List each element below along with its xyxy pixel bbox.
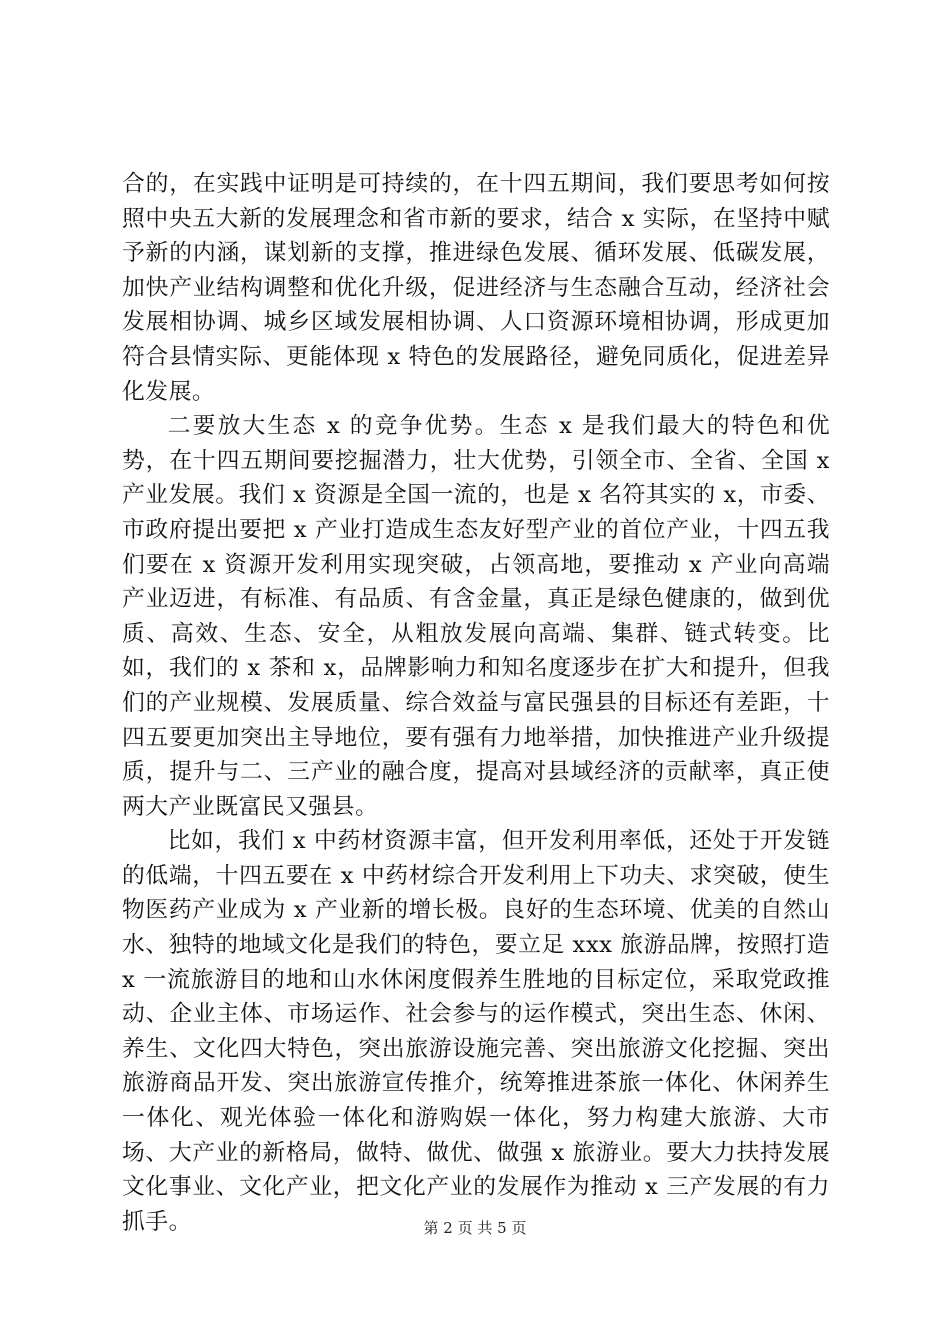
paragraph-continuation: 合的，在实践中证明是可持续的，在十四五期间，我们要思考如何按照中央五大新的发展理念和省市新的要求，结合 x 实际，在坚持中赋予新的内涵，谋划新的支撑，推进绿色发展、循环发展、低碳发展，加快产业结构调整和优化升级，促进经济与生态融合互动，经济社会发展相协调、城乡区域发展相协调、人口资源环境相协调，形成更加符合县情实际、更能体现 x 特色的发展路径，避免同质化，促进差异化发展。 [122,171,830,405]
page-number-footer: 第 2 页 共 5 页 [423,1219,527,1237]
document-body [122,167,830,1239]
paragraph-medicine-tourism: 比如，我们 x 中药材资源丰富，但开发利用率低，还处于开发链的低端，十四五要在 x 中药材综合开发利用上下功夫、求突破，使生物医药产业成为 x 产业新的增长极。良好的生态环境、优美的自然山水、独特的地域文化是我们的特色，要立足 xxx 旅游品牌，按照打造 x 一流旅游目的地和山水休闲度假养生胜地的目标定位，采取党政推动、企业主体、市场运作、社会参与的运作模式，突出生态、休闲、养生、文化四大特色，突出旅游设施完善、突出旅游文化挖掘、突出旅游商品开发、突出旅游宣传推介，统筹推进茶旅一体化、休闲养生一体化、观光体验一体化和游购娱一体化，努力构建大旅游、大市场、大产业的新格局，做特、做优、做强 x 旅游业。要大力扶持发展文化事业、文化产业，把文化产业的发展作为推动 x 三产发展的有力抓手。 [122,828,830,1235]
paragraph-ecology-advantage: 二要放大生态 x 的竞争优势。生态 x 是我们最大的特色和优势，在十四五期间要挖掘潜力，壮大优势，引领全市、全省、全国 x 产业发展。我们 x 资源是全国一流的，也是 x 名符其实的 x，市委、市政府提出要把 x 产业打造成生态友好型产业的首位产业，十四五我们要在 x 资源开发利用实现突破，占领高地，要推动 x 产业向高端产业迈进，有标准、有品质、有含金量，真正是绿色健康的，做到优质、高效、生态、安全，从粗放发展向高端、集群、链式转变。比如，我们的 x 茶和 x，品牌影响力和知名度逐步在扩大和提升，但我们的产业规模、发展质量、综合效益与富民强县的目标还有差距，十四五要更加突出主导地位，要有强有力地举措，加快推进产业升级提质，提升与二、三产业的融合度，提高对县域经济的贡献率，真正使两大产业既富民又强县。 [122,413,830,820]
